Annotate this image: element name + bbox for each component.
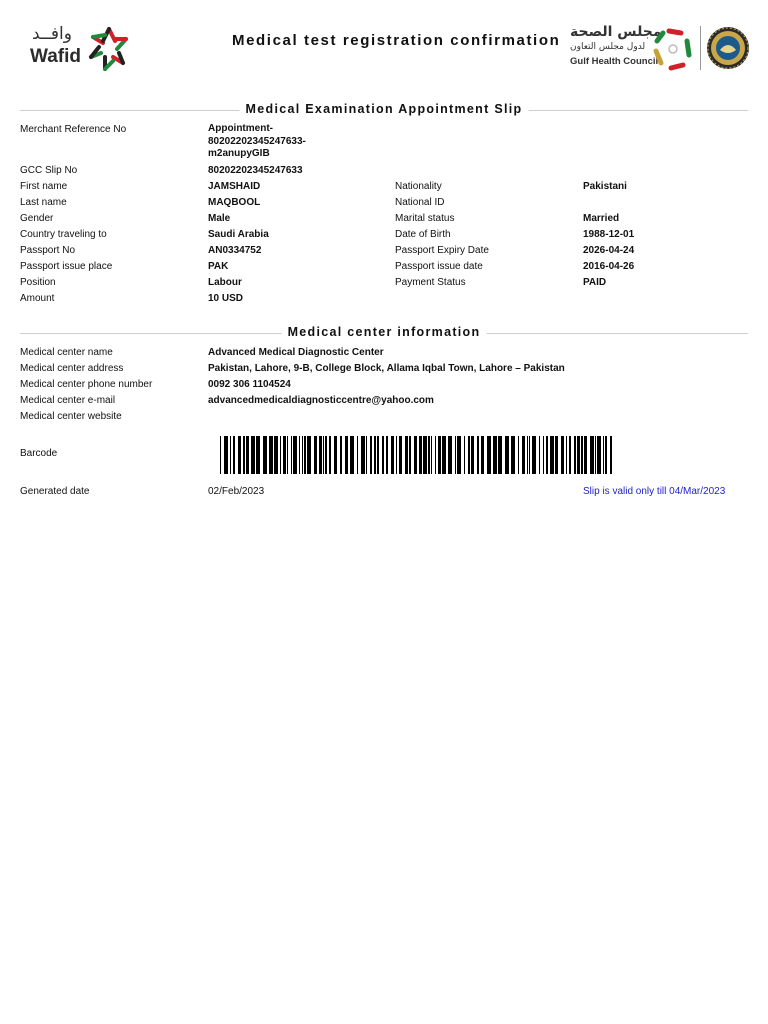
passport-place-label: Passport issue place: [20, 261, 113, 272]
gender-label: Gender: [20, 213, 54, 224]
first-name-label: First name: [20, 181, 68, 192]
national-id-label: National ID: [395, 197, 445, 208]
center-email-label: Medical center e-mail: [20, 395, 116, 406]
center-name-label: Medical center name: [20, 347, 113, 358]
dob-value: 1988-12-01: [583, 229, 635, 240]
passport-no-value: AN0334752: [208, 245, 262, 256]
center-website-label: Medical center website: [20, 411, 122, 422]
page-header: [0, 0, 768, 90]
center-name-value: Advanced Medical Diagnostic Center: [208, 347, 384, 358]
gender-value: Male: [208, 213, 231, 224]
nationality-value: Pakistani: [583, 181, 627, 192]
gulf-health-council-logo: [566, 24, 756, 76]
passport-issue-date-label: Passport issue date: [395, 261, 483, 272]
last-name-value: MAQBOOL: [208, 197, 261, 208]
center-address-value: Pakistan, Lahore, 9-B, College Block, Allama Iqbal Town, Lahore – Pakistan: [208, 363, 565, 374]
center-heading: Medical center information: [282, 325, 487, 339]
generated-date-value: 02/Feb/2023: [208, 486, 265, 497]
marital-status-label: Marital status: [395, 213, 455, 224]
dob-label: Date of Birth: [395, 229, 451, 240]
ghc-mark-icon: [652, 26, 694, 72]
passport-no-label: Passport No: [20, 245, 76, 256]
country-value: Saudi Arabia: [208, 229, 269, 240]
ghc-logo-arabic-line2: لدول مجلس التعاون: [570, 42, 646, 52]
generated-date-label: Generated date: [20, 486, 90, 497]
nationality-label: Nationality: [395, 181, 442, 192]
center-phone-value: 0092 306 1104524: [208, 379, 291, 390]
wafid-star-icon: [86, 26, 132, 72]
center-section-heading: [20, 325, 748, 341]
merchant-ref-label: Merchant Reference No: [20, 124, 127, 135]
appointment-section-heading: [20, 102, 748, 118]
wafid-logo-text: Wafid: [30, 46, 82, 67]
last-name-label: Last name: [20, 197, 67, 208]
center-email-value: advancedmedicaldiagnosticcentre@yahoo.com: [208, 395, 434, 406]
logo-divider: [700, 26, 701, 70]
passport-place-value: PAK: [208, 261, 229, 272]
passport-issue-date-value: 2016-04-26: [583, 261, 635, 272]
country-label: Country traveling to: [20, 229, 107, 240]
page-title: Medical test registration confirmation: [232, 32, 561, 49]
center-address-label: Medical center address: [20, 363, 124, 374]
gcc-slip-label: GCC Slip No: [20, 165, 78, 176]
payment-status-value: PAID: [583, 277, 607, 288]
validity-notice: Slip is valid only till 04/Mar/2023: [583, 486, 726, 497]
passport-expiry-value: 2026-04-24: [583, 245, 635, 256]
wafid-logo: [28, 24, 138, 72]
barcode-label: Barcode: [20, 448, 58, 459]
amount-value: 10 USD: [208, 293, 244, 304]
appointment-heading: Medical Examination Appointment Slip: [240, 102, 529, 116]
ghc-logo-text: Gulf Health Council: [570, 56, 659, 67]
marital-status-value: Married: [583, 213, 620, 224]
position-label: Position: [20, 277, 56, 288]
first-name-value: JAMSHAID: [208, 181, 261, 192]
amount-label: Amount: [20, 293, 55, 304]
passport-expiry-label: Passport Expiry Date: [395, 245, 489, 256]
gcc-slip-value: 80202202345247633: [208, 165, 303, 176]
ghc-logo-arabic-line1: مجلس الصحة: [570, 24, 662, 40]
merchant-ref-value: Appointment-80202202345247633-m2anupyGIB: [208, 123, 306, 159]
center-phone-label: Medical center phone number: [20, 379, 153, 390]
payment-status-label: Payment Status: [395, 277, 466, 288]
gcc-seal-icon: [706, 26, 750, 70]
wafid-logo-arabic: وافــد: [32, 24, 72, 44]
position-value: Labour: [208, 277, 242, 288]
barcode-image: [218, 436, 614, 474]
